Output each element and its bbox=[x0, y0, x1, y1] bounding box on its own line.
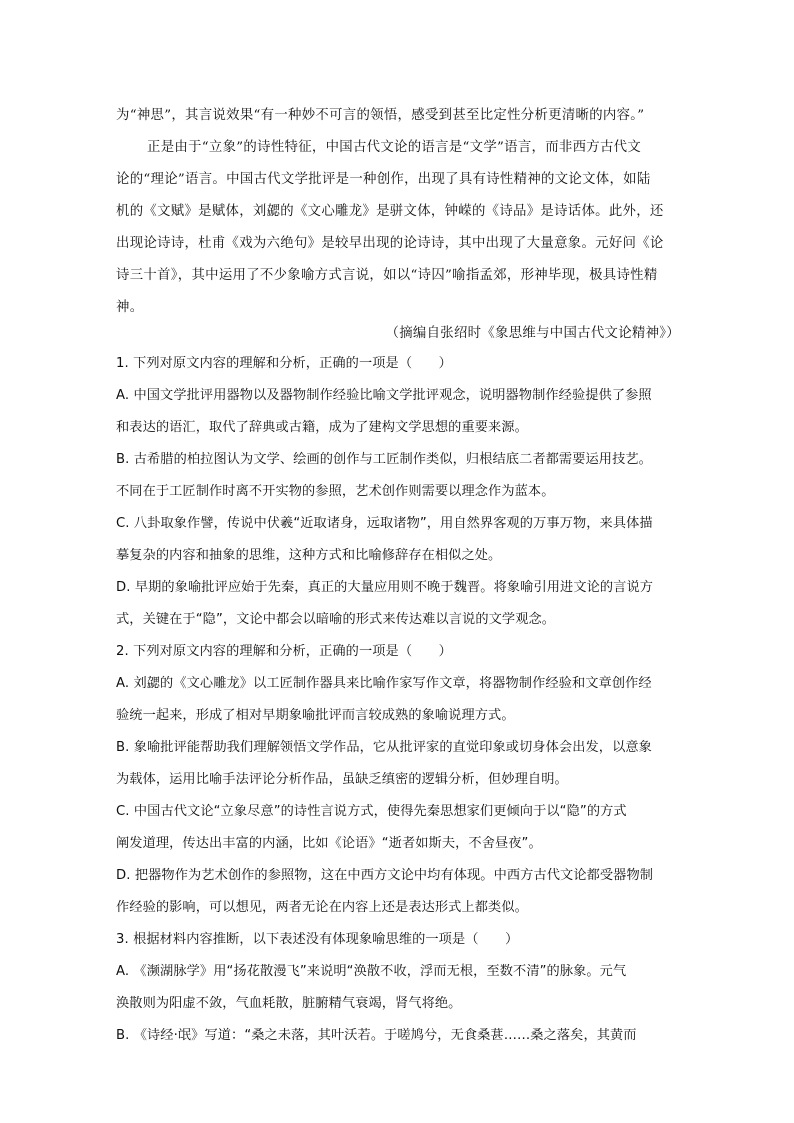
q1-option-c-line-1[interactable]: C. 八卦取象作譬，传说中伏羲“近取诸身，远取诸物”，用自然界客观的万事万物，来具体描 bbox=[116, 516, 653, 531]
q2-option-a-line-2: 验统一起来，形成了相对早期象喻批评而言较成熟的象喻说理方式。 bbox=[116, 708, 515, 723]
q3-option-a-line-2: 涣散则为阳虚不敛，气血耗散，脏腑精气衰竭，肾气将绝。 bbox=[116, 996, 462, 1011]
q1-option-d-line-2: 式，关键在于“隐”，文论中都会以暗喻的形式来传达难以言说的文学观念。 bbox=[116, 612, 556, 627]
q2-option-a-line-1[interactable]: A. 刘勰的《文心雕龙》以工匠制作器具来比喻作家写作文章，将器物制作经验和文章创作经 bbox=[116, 676, 652, 691]
q2-option-c-line-2: 阐发道理，传达出丰富的内涵，比如《论语》“逝者如斯夫，不舍昼夜”。 bbox=[116, 836, 542, 851]
question-3-stem: 3. 根据材料内容推断，以下表述没有体现象喻思维的一项是（ ） bbox=[116, 932, 519, 947]
passage-line-6: 诗三十首》，其中运用了不少象喻方式言说，如以“诗囚”喻指孟郊，形神毕现，极具诗性精 bbox=[116, 268, 658, 283]
q2-option-d-line-2: 作经验的影响，可以想见，两者无论在内容上还是表达形式上都类似。 bbox=[116, 900, 528, 915]
passage-source: （摘编自张绍时《象思维与中国古代文论精神》） bbox=[385, 326, 680, 341]
passage-line-7: 神。 bbox=[116, 300, 144, 315]
question-2-stem: 2. 下列对原文内容的理解和分析，正确的一项是（ ） bbox=[116, 644, 452, 659]
passage-line-2: 正是由于“立象”的诗性特征，中国古代文论的语言是“文学”语言，而非西方古代文 bbox=[147, 140, 642, 155]
passage-line-4: 机的《文赋》是赋体，刘勰的《文心雕龙》是骈文体，钟嵘的《诗品》是诗话体。此外，还 bbox=[116, 204, 664, 219]
q2-option-b-line-1[interactable]: B. 象喻批评能帮助我们理解领悟文学作品，它从批评家的直觉印象或切身体会出发，以意象 bbox=[116, 740, 652, 755]
q2-option-c-line-1[interactable]: C. 中国古代文论“立象尽意”的诗性言说方式，使得先秦思想家们更倾向于以“隐”的方式 bbox=[116, 804, 627, 819]
q2-option-d-line-1[interactable]: D. 把器物作为艺术创作的参照物，这在中西方文论中均有体现。中西方古代文论都受器物制 bbox=[116, 868, 654, 883]
passage-line-1: 为“神思”，其言说效果“有一种妙不可言的领悟，感受到甚至比定性分析更清晰的内容。” bbox=[116, 108, 645, 123]
q1-option-d-line-1[interactable]: D. 早期的象喻批评应始于先秦，真正的大量应用则不晚于魏晋。将象喻引用进文论的言说方 bbox=[116, 580, 654, 595]
q2-option-b-line-2: 为载体，运用比喻手法评论分析作品，虽缺乏缜密的逻辑分析，但妙理自明。 bbox=[116, 772, 568, 787]
question-1-stem: 1. 下列对原文内容的理解和分析，正确的一项是（ ） bbox=[116, 356, 452, 371]
q1-option-b-line-2: 不同在于工匠制作时离不开实物的参照，艺术创作则需要以理念作为蓝本。 bbox=[116, 484, 555, 499]
q1-option-a-line-2: 和表达的语汇，取代了辞典或古籍，成为了建构文学思想的重要来源。 bbox=[116, 420, 528, 435]
q1-option-b-line-1[interactable]: B. 古希腊的柏拉图认为文学、绘画的创作与工匠制作类似，归根结底二者都需要运用技艺。 bbox=[116, 452, 652, 467]
passage-line-3: 论的“理论”语言。中国古代文学批评是一种创作，出现了具有诗性精神的文论文体，如陆 bbox=[116, 172, 651, 187]
q1-option-c-line-2: 摹复杂的内容和抽象的思维，这种方式和比喻修辞存在相似之处。 bbox=[116, 548, 502, 563]
q1-option-a-line-1[interactable]: A. 中国文学批评用器物以及器物制作经验比喻文学批评观念，说明器物制作经验提供了参照 bbox=[116, 388, 652, 403]
q3-option-b-line-1[interactable]: B. 《诗经·氓》写道：“桑之未落，其叶沃若。于嗟鸠兮，无食桑葚……桑之落矣，其黄而 bbox=[116, 1028, 637, 1043]
passage-line-5: 出现论诗诗，杜甫《戏为六绝句》是较早出现的论诗诗，其中出现了大量意象。元好问《论 bbox=[116, 236, 664, 251]
q3-option-a-line-1[interactable]: A. 《濒湖脉学》用“扬花散漫飞”来说明“涣散不收，浮而无根，至数不清”的脉象。元气 bbox=[116, 964, 627, 979]
